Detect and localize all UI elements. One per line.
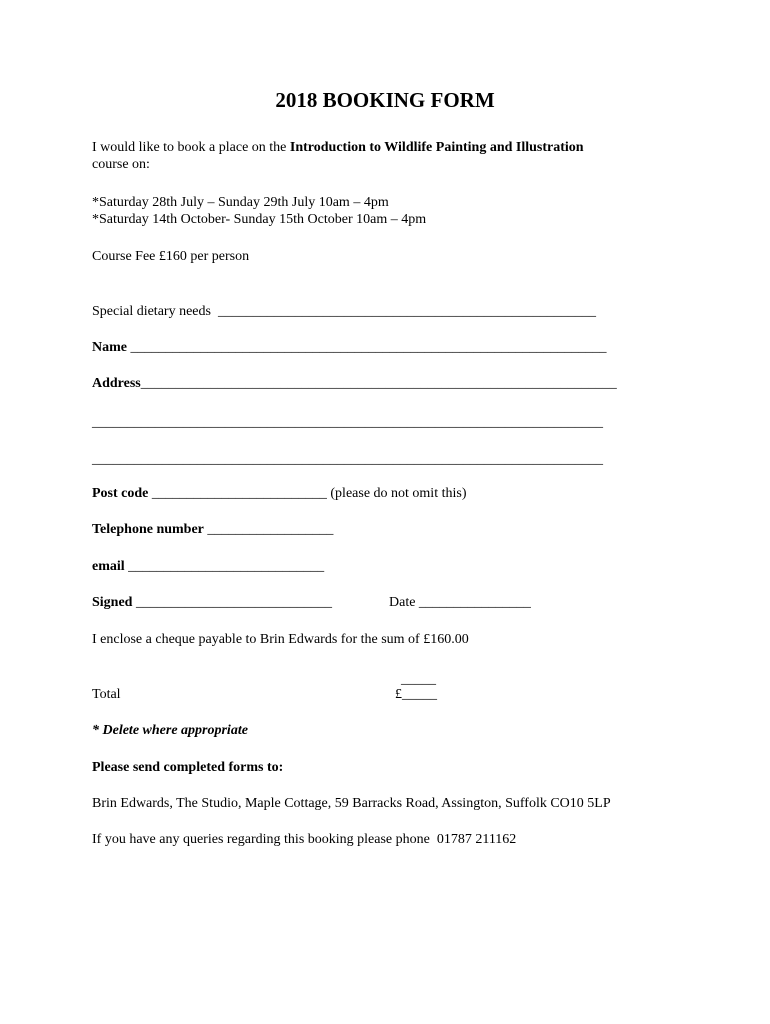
- signed-line: ____________________________: [132, 595, 332, 610]
- intro-prefix: I would like to book a place on the: [92, 140, 290, 155]
- address-field-line-2[interactable]: _________________________________________________________________________: [92, 415, 603, 430]
- date-option-2: *Saturday 14th October- Sunday 15th October 10am – 4pm: [92, 212, 427, 227]
- send-label: Please send completed forms to:: [92, 760, 284, 775]
- total-value[interactable]: £_____: [395, 687, 437, 702]
- intro-line: [92, 139, 584, 157]
- postal-address: Brin Edwards, The Studio, Maple Cottage, 59 Barracks Road, Assington, Suffolk CO10 5LP: [92, 796, 611, 811]
- course-name: Introduction to Wildlife Painting and Illustration: [289, 140, 584, 155]
- signed-field[interactable]: [92, 594, 332, 612]
- course-fee: Course Fee £160 per person: [92, 249, 250, 264]
- cheque-statement: I enclose a cheque payable to Brin Edwards for the sum of £160.00: [92, 632, 469, 647]
- email-label: email: [92, 559, 125, 574]
- date-option-1: *Saturday 28th July – Sunday 29th July 10am – 4pm: [92, 195, 389, 210]
- signed-label: Signed: [92, 595, 133, 610]
- address-field-line-3[interactable]: _________________________________________________________________________: [92, 452, 603, 467]
- queries-text: If you have any queries regarding this booking please phone 01787 211162: [92, 832, 517, 847]
- total-label: Total: [92, 687, 121, 702]
- email-line: ____________________________: [124, 559, 325, 574]
- total-dash: _____: [401, 672, 436, 687]
- email-field[interactable]: [92, 558, 324, 576]
- address-field[interactable]: [92, 375, 617, 393]
- address-label: Address: [92, 376, 141, 391]
- telephone-label: Telephone number: [92, 522, 204, 537]
- name-field[interactable]: [92, 339, 607, 357]
- date-field[interactable]: Date ________________: [389, 595, 531, 610]
- delete-note: * Delete where appropriate: [92, 723, 248, 738]
- dietary-needs-field[interactable]: Special dietary needs ______________________________________________________: [92, 304, 596, 319]
- form-title: 2018 BOOKING FORM: [275, 88, 495, 112]
- postcode-line: _________________________ (please do not omit this): [148, 486, 467, 501]
- name-line: ____________________________________________________________________: [127, 340, 607, 355]
- intro-suffix: course on:: [92, 157, 150, 172]
- telephone-field[interactable]: [92, 521, 333, 539]
- postcode-field[interactable]: [92, 485, 466, 503]
- address-line: ____________________________________________________________________: [140, 376, 617, 391]
- telephone-line: __________________: [203, 522, 334, 537]
- name-label: Name: [92, 340, 127, 355]
- postcode-label: Post code: [92, 486, 149, 501]
